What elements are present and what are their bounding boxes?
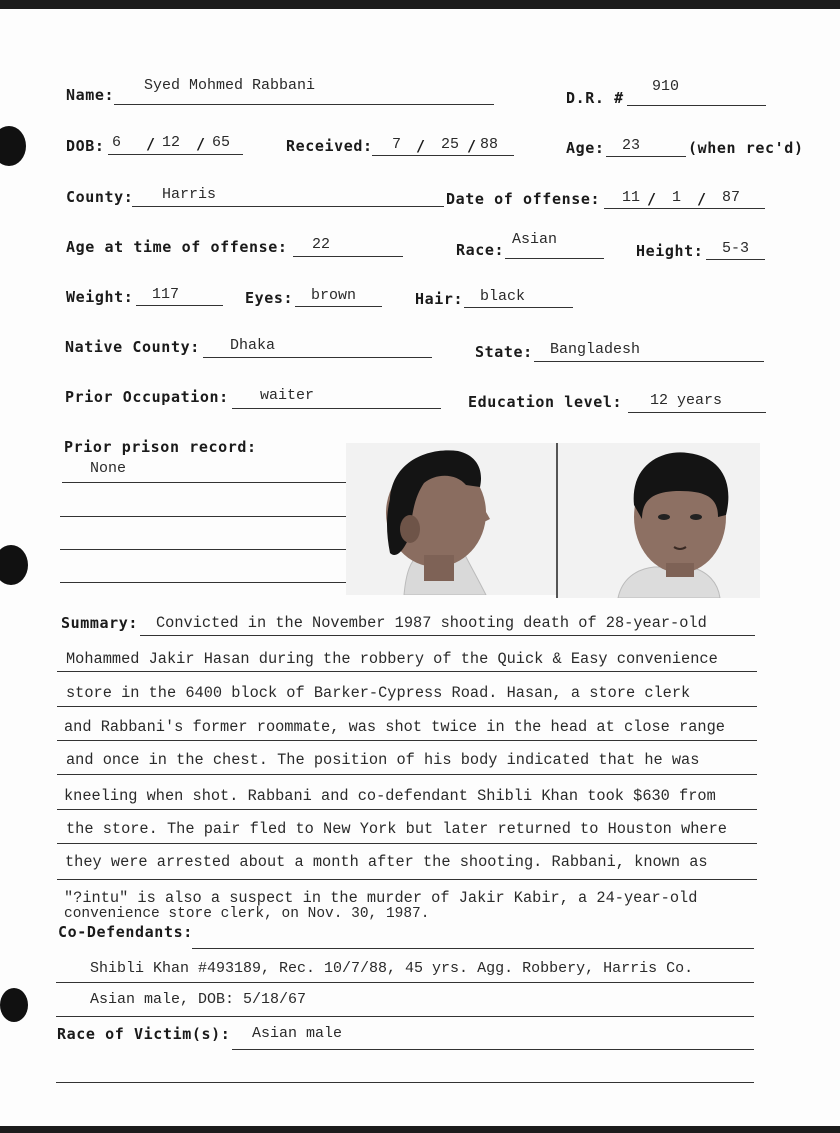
summary-line: "?intu" is also a suspect in the murder of Jakir Kabir, a 24-year-old xyxy=(64,889,698,907)
age-value: 23 xyxy=(622,137,641,154)
occupation-line xyxy=(232,408,441,409)
hair-value: black xyxy=(480,288,526,305)
scan-bottom-edge xyxy=(0,1126,840,1133)
codef-line xyxy=(56,1016,754,1017)
county-value: Harris xyxy=(162,186,217,203)
summary-line: and Rabbani's former roommate, was shot twice in the head at close range xyxy=(64,718,725,736)
date-slash: / xyxy=(196,135,206,153)
race-line xyxy=(505,258,604,259)
dr-value: 910 xyxy=(652,78,680,95)
summary-rule xyxy=(57,671,757,672)
summary-rule xyxy=(57,843,757,844)
summary-rule xyxy=(57,706,757,707)
county-line xyxy=(132,206,444,207)
scan-top-edge xyxy=(0,0,840,9)
prior-record-line xyxy=(60,582,352,583)
hair-label: Hair: xyxy=(415,290,464,308)
dr-label: D.R. # xyxy=(566,89,624,107)
punch-hole xyxy=(0,545,28,585)
punch-hole xyxy=(0,988,28,1022)
codef-line xyxy=(192,948,754,949)
weight-label: Weight: xyxy=(66,288,134,306)
state-value: Bangladesh xyxy=(550,341,641,358)
summary-label: Summary: xyxy=(61,614,139,632)
summary-line: Convicted in the November 1987 shooting death of 28-year-old xyxy=(156,614,707,632)
summary-line: Mohammed Jakir Hasan during the robbery of the Quick & Easy convenience xyxy=(66,650,718,668)
summary-rule xyxy=(57,809,757,810)
age-offense-value: 22 xyxy=(312,236,331,253)
education-label: Education level: xyxy=(468,393,623,411)
prior-record-line xyxy=(60,549,352,550)
race-value: Asian xyxy=(512,231,558,248)
codef-entry: Asian male, DOB: 5/18/67 xyxy=(90,991,307,1008)
weight-line xyxy=(136,305,223,306)
summary-line: and once in the chest. The position of his body indicated that he was xyxy=(66,751,700,769)
offense-date-line xyxy=(604,208,765,209)
eyes-line xyxy=(295,306,382,307)
summary-line: the store. The pair fled to New York but later returned to Houston where xyxy=(66,820,727,838)
eyes-label: Eyes: xyxy=(245,289,294,307)
state-line xyxy=(534,361,764,362)
dob-month: 6 xyxy=(112,134,122,151)
offense-month: 11 xyxy=(622,189,641,206)
name-line xyxy=(114,104,494,105)
victim-label: Race of Victim(s): xyxy=(57,1025,231,1043)
county-label: County: xyxy=(66,188,134,206)
age-label: Age: xyxy=(566,139,605,157)
dob-day: 12 xyxy=(162,134,181,151)
victim-value: Asian male xyxy=(252,1025,343,1042)
date-slash: / xyxy=(416,137,426,155)
weight-value: 117 xyxy=(152,286,180,303)
date-slash: / xyxy=(467,137,477,155)
received-label: Received: xyxy=(286,137,373,155)
native-county-label: Native County: xyxy=(65,338,200,356)
offense-day: 1 xyxy=(672,189,682,206)
dr-line xyxy=(627,105,766,106)
date-slash: / xyxy=(146,135,156,153)
height-label: Height: xyxy=(636,242,704,260)
age-offense-label: Age at time of offense: xyxy=(66,238,288,256)
summary-rule xyxy=(57,774,757,775)
height-value: 5-3 xyxy=(722,240,750,257)
eyes-value: brown xyxy=(311,287,357,304)
summary-line: store in the 6400 block of Barker-Cypress Road. Hasan, a store clerk xyxy=(66,684,691,702)
received-line xyxy=(372,155,514,156)
prior-record-value: None xyxy=(90,460,127,477)
summary-line: kneeling when shot. Rabbani and co-defendant Shibli Khan took $630 from xyxy=(64,787,716,805)
codef-entry: Shibli Khan #493189, Rec. 10/7/88, 45 yrs. Agg. Robbery, Harris Co. xyxy=(90,960,694,977)
occupation-label: Prior Occupation: xyxy=(65,388,229,406)
profile-mugshot xyxy=(346,443,558,595)
height-line xyxy=(706,259,765,260)
dob-year: 65 xyxy=(212,134,231,151)
age-note: (when rec'd) xyxy=(688,139,804,157)
occupation-value: waiter xyxy=(260,387,315,404)
race-label: Race: xyxy=(456,241,505,259)
punch-hole xyxy=(0,126,26,166)
dob-line xyxy=(108,154,243,155)
received-year: 88 xyxy=(480,136,499,153)
summary-line: they were arrested about a month after the shooting. Rabbani, known as xyxy=(65,853,708,871)
received-month: 7 xyxy=(392,136,402,153)
summary-rule xyxy=(57,740,757,741)
summary-line: convenience store clerk, on Nov. 30, 1987. xyxy=(64,906,430,922)
victim-line xyxy=(56,1082,754,1083)
received-day: 25 xyxy=(441,136,460,153)
front-mugshot xyxy=(556,443,760,598)
native-county-line xyxy=(203,357,432,358)
name-value: Syed Mohmed Rabbani xyxy=(144,77,316,94)
name-label: Name: xyxy=(66,86,115,104)
state-label: State: xyxy=(475,343,533,361)
prior-record-label: Prior prison record: xyxy=(64,438,257,456)
native-county-value: Dhaka xyxy=(230,337,276,354)
prior-record-line xyxy=(62,482,354,483)
victim-line xyxy=(232,1049,754,1050)
age-line xyxy=(606,156,686,157)
front-portrait-icon xyxy=(558,443,760,598)
summary-rule xyxy=(57,879,757,880)
age-offense-line xyxy=(293,256,403,257)
education-line xyxy=(628,412,766,413)
date-slash: / xyxy=(647,190,657,208)
education-value: 12 years xyxy=(650,392,723,409)
date-slash: / xyxy=(697,190,707,208)
profile-portrait-icon xyxy=(346,443,558,595)
prior-record-line xyxy=(60,516,352,517)
codef-label: Co-Defendants: xyxy=(58,923,193,941)
offense-year: 87 xyxy=(722,189,741,206)
hair-line xyxy=(464,307,573,308)
codef-line xyxy=(56,982,754,983)
summary-rule xyxy=(140,635,755,636)
offense-date-label: Date of offense: xyxy=(446,190,601,208)
dob-label: DOB: xyxy=(66,137,105,155)
